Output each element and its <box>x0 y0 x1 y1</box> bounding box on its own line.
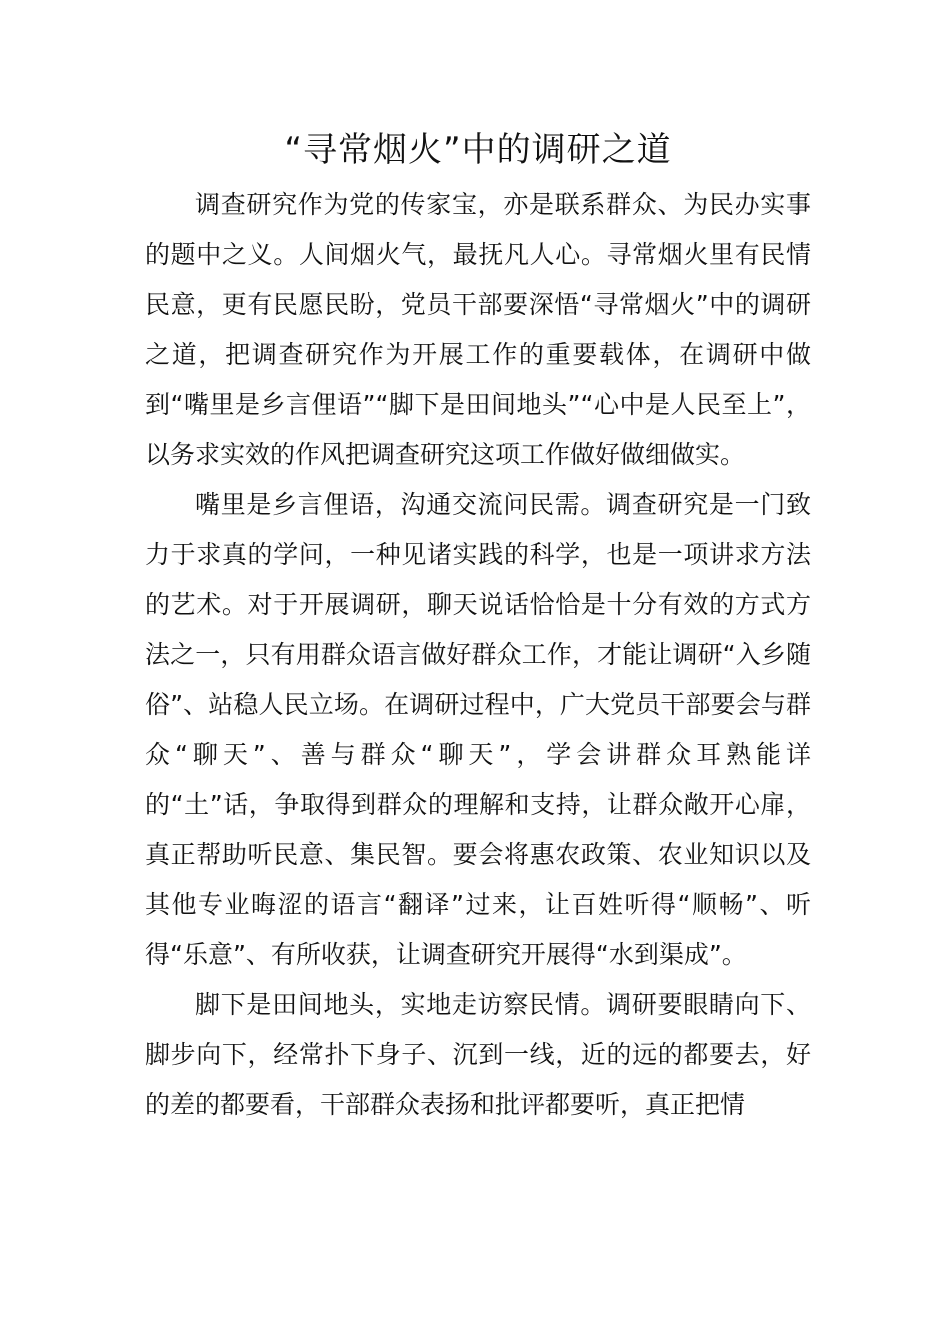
paragraph-2: 嘴里是乡言俚语，沟通交流问民需。调查研究是一门致力于求真的学问，一种见诸实践的科学，也是一项讲求方法的艺术。对于开展调研，聊天说话恰恰是十分有效的方式方法之一，只有用群众语言做好群众工作，才能让调研“入乡随俗”、站稳人民立场。在调研过程中，广大党员干部要会与群众“聊天”、善与群众“聊天”，学会讲群众耳熟能详的“土”话，争取得到群众的理解和支持，让群众敞开心扉，真正帮助听民意、集民智。要会将惠农政策、农业知识以及其他专业晦涩的语言“翻译”过来，让百姓听得“顺畅”、听得“乐意”、有所收获，让调查研究开展得“水到渠成”。 <box>145 490 811 969</box>
paragraph-1: 调查研究作为党的传家宝，亦是联系群众、为民办实事的题中之义。人间烟火气，最抚凡人心。寻常烟火里有民情民意，更有民愿民盼，党员干部要深悟“寻常烟火”中的调研之道，把调查研究作为开展工作的重要载体，在调研中做到“嘴里是乡言俚语”“脚下是田间地头”“心中是人民至上”，以务求实效的作风把调查研究这项工作做好做细做实。 <box>145 190 811 469</box>
document-page <box>145 120 811 1130</box>
document-title: “寻常烟火”中的调研之道 <box>284 130 672 170</box>
paragraph-3: 脚下是田间地头，实地走访察民情。调研要眼睛向下、脚步向下，经常扑下身子、沉到一线，近的远的都要去，好的差的都要看，干部群众表扬和批评都要听，真正把情 <box>145 990 811 1119</box>
